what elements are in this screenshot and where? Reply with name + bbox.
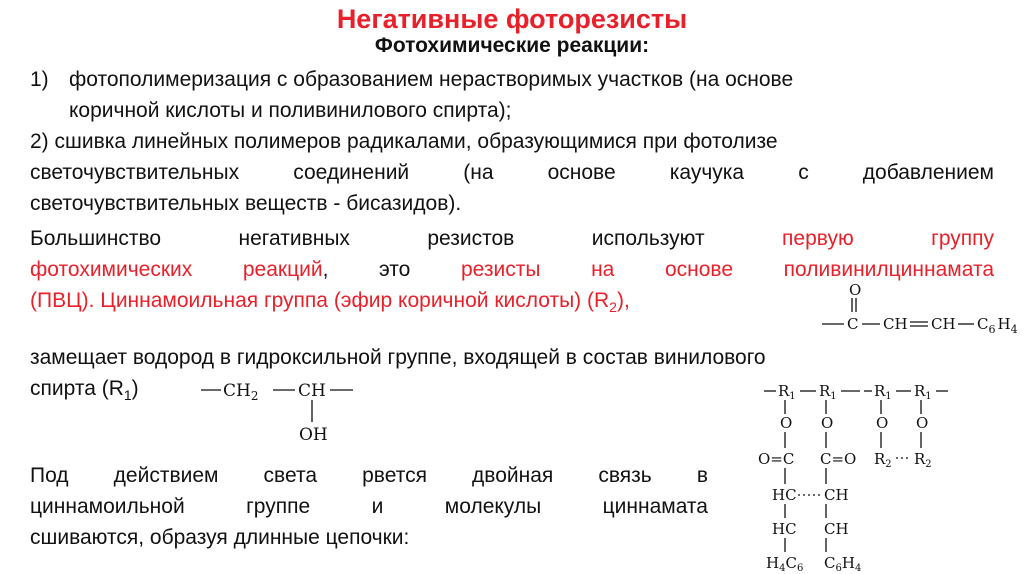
cross-hc-b: HC — [772, 520, 797, 538]
vinyl-formula — [195, 372, 385, 448]
para-line3-text: (ПВЦ). Циннамоильная группа (эфир коричной кислоты) (R — [30, 289, 610, 312]
cin-c: C — [847, 315, 859, 333]
cross-r1-a: $R_1$ — [778, 382, 796, 402]
cross-oc: O=C — [758, 450, 795, 468]
cin-ch2: CH — [931, 315, 956, 333]
para-line1 — [30, 223, 994, 254]
item1-line1: фотополимеризация с образованием нерастворимых участков (на основе — [69, 68, 794, 91]
item2-line3: светочувствительных веществ - бисазидов). — [30, 192, 462, 215]
cross-r2-a: $R_2$ — [874, 450, 892, 470]
cross-o-d: O — [916, 414, 929, 432]
vin-ch2: $CH_2$ — [223, 381, 259, 403]
cin-ch1: CH — [883, 315, 908, 333]
para2-line1: замещает водород в гидроксильной группе, входящей в состав винилового — [30, 346, 766, 369]
item2-line2: светочувствительных соединений (на основе каучука с добавлением — [30, 161, 994, 184]
para-line3-end: ), — [616, 289, 630, 312]
para-line1-black: Большинство негативных резистов используют — [30, 227, 705, 250]
page-title: Негативные фоторезисты — [336, 4, 688, 34]
cross-co: C=O — [820, 450, 857, 468]
cross-ch-b: CH — [824, 520, 849, 538]
cin-c6h4: $C_6$ $H_4$ — [977, 315, 1018, 336]
crosslink-structure — [728, 378, 1018, 574]
para-line3-sub: 2 — [609, 299, 617, 316]
cross-r1-c: $R_1$ — [874, 382, 892, 402]
cross-c6h4: $C_6H_4$ — [824, 554, 862, 574]
para3-line1: Под действием света рвется двойная связь в — [30, 464, 708, 487]
cross-o-a: O — [780, 414, 793, 432]
cross-r2-b: $R_2$ — [914, 450, 932, 470]
para2-line2-sub: 1 — [123, 387, 132, 404]
para3-line3: сшиваются, образуя длинные цепочки: — [30, 526, 410, 549]
item1-number: 1) — [30, 68, 49, 91]
item1-line2: коричной кислоты и поливинилового спирта); — [69, 99, 512, 122]
cross-h4c6: $H_4C_6$ — [766, 554, 804, 574]
item2-line1: 2) сшивка линейных полимеров радикалами, образующимися при фотолизе — [30, 130, 778, 153]
para2-line2 — [30, 373, 139, 411]
vin-ch: CH — [298, 381, 326, 401]
para-line2-red2: резисты на основе поливинилциннамата — [460, 258, 995, 281]
cross-ch-a: CH — [824, 486, 849, 504]
cross-hc-a: HC — [772, 486, 797, 504]
cinnamoyl-formula — [818, 280, 1018, 342]
para-line2-red1: фотохимических реакций — [30, 258, 323, 281]
cross-o-c: O — [876, 414, 889, 432]
cross-r1-d: $R_1$ — [914, 382, 932, 402]
para2-line2-end: ) — [131, 377, 139, 400]
para2-line2-text: спирта (R — [30, 377, 124, 400]
para-line2-black: , это — [322, 258, 411, 281]
cin-o: O — [849, 281, 862, 299]
para-line1-red: первую группу — [782, 227, 995, 250]
section-subtitle: Фотохимические реакции: — [374, 34, 650, 57]
cross-o-b: O — [821, 414, 834, 432]
cross-r1-b: $R_1$ — [819, 382, 837, 402]
para-line3 — [30, 285, 630, 323]
para3-line2: циннамоильной группе и молекулы циннамата — [30, 495, 708, 518]
vin-oh: OH — [299, 425, 328, 445]
